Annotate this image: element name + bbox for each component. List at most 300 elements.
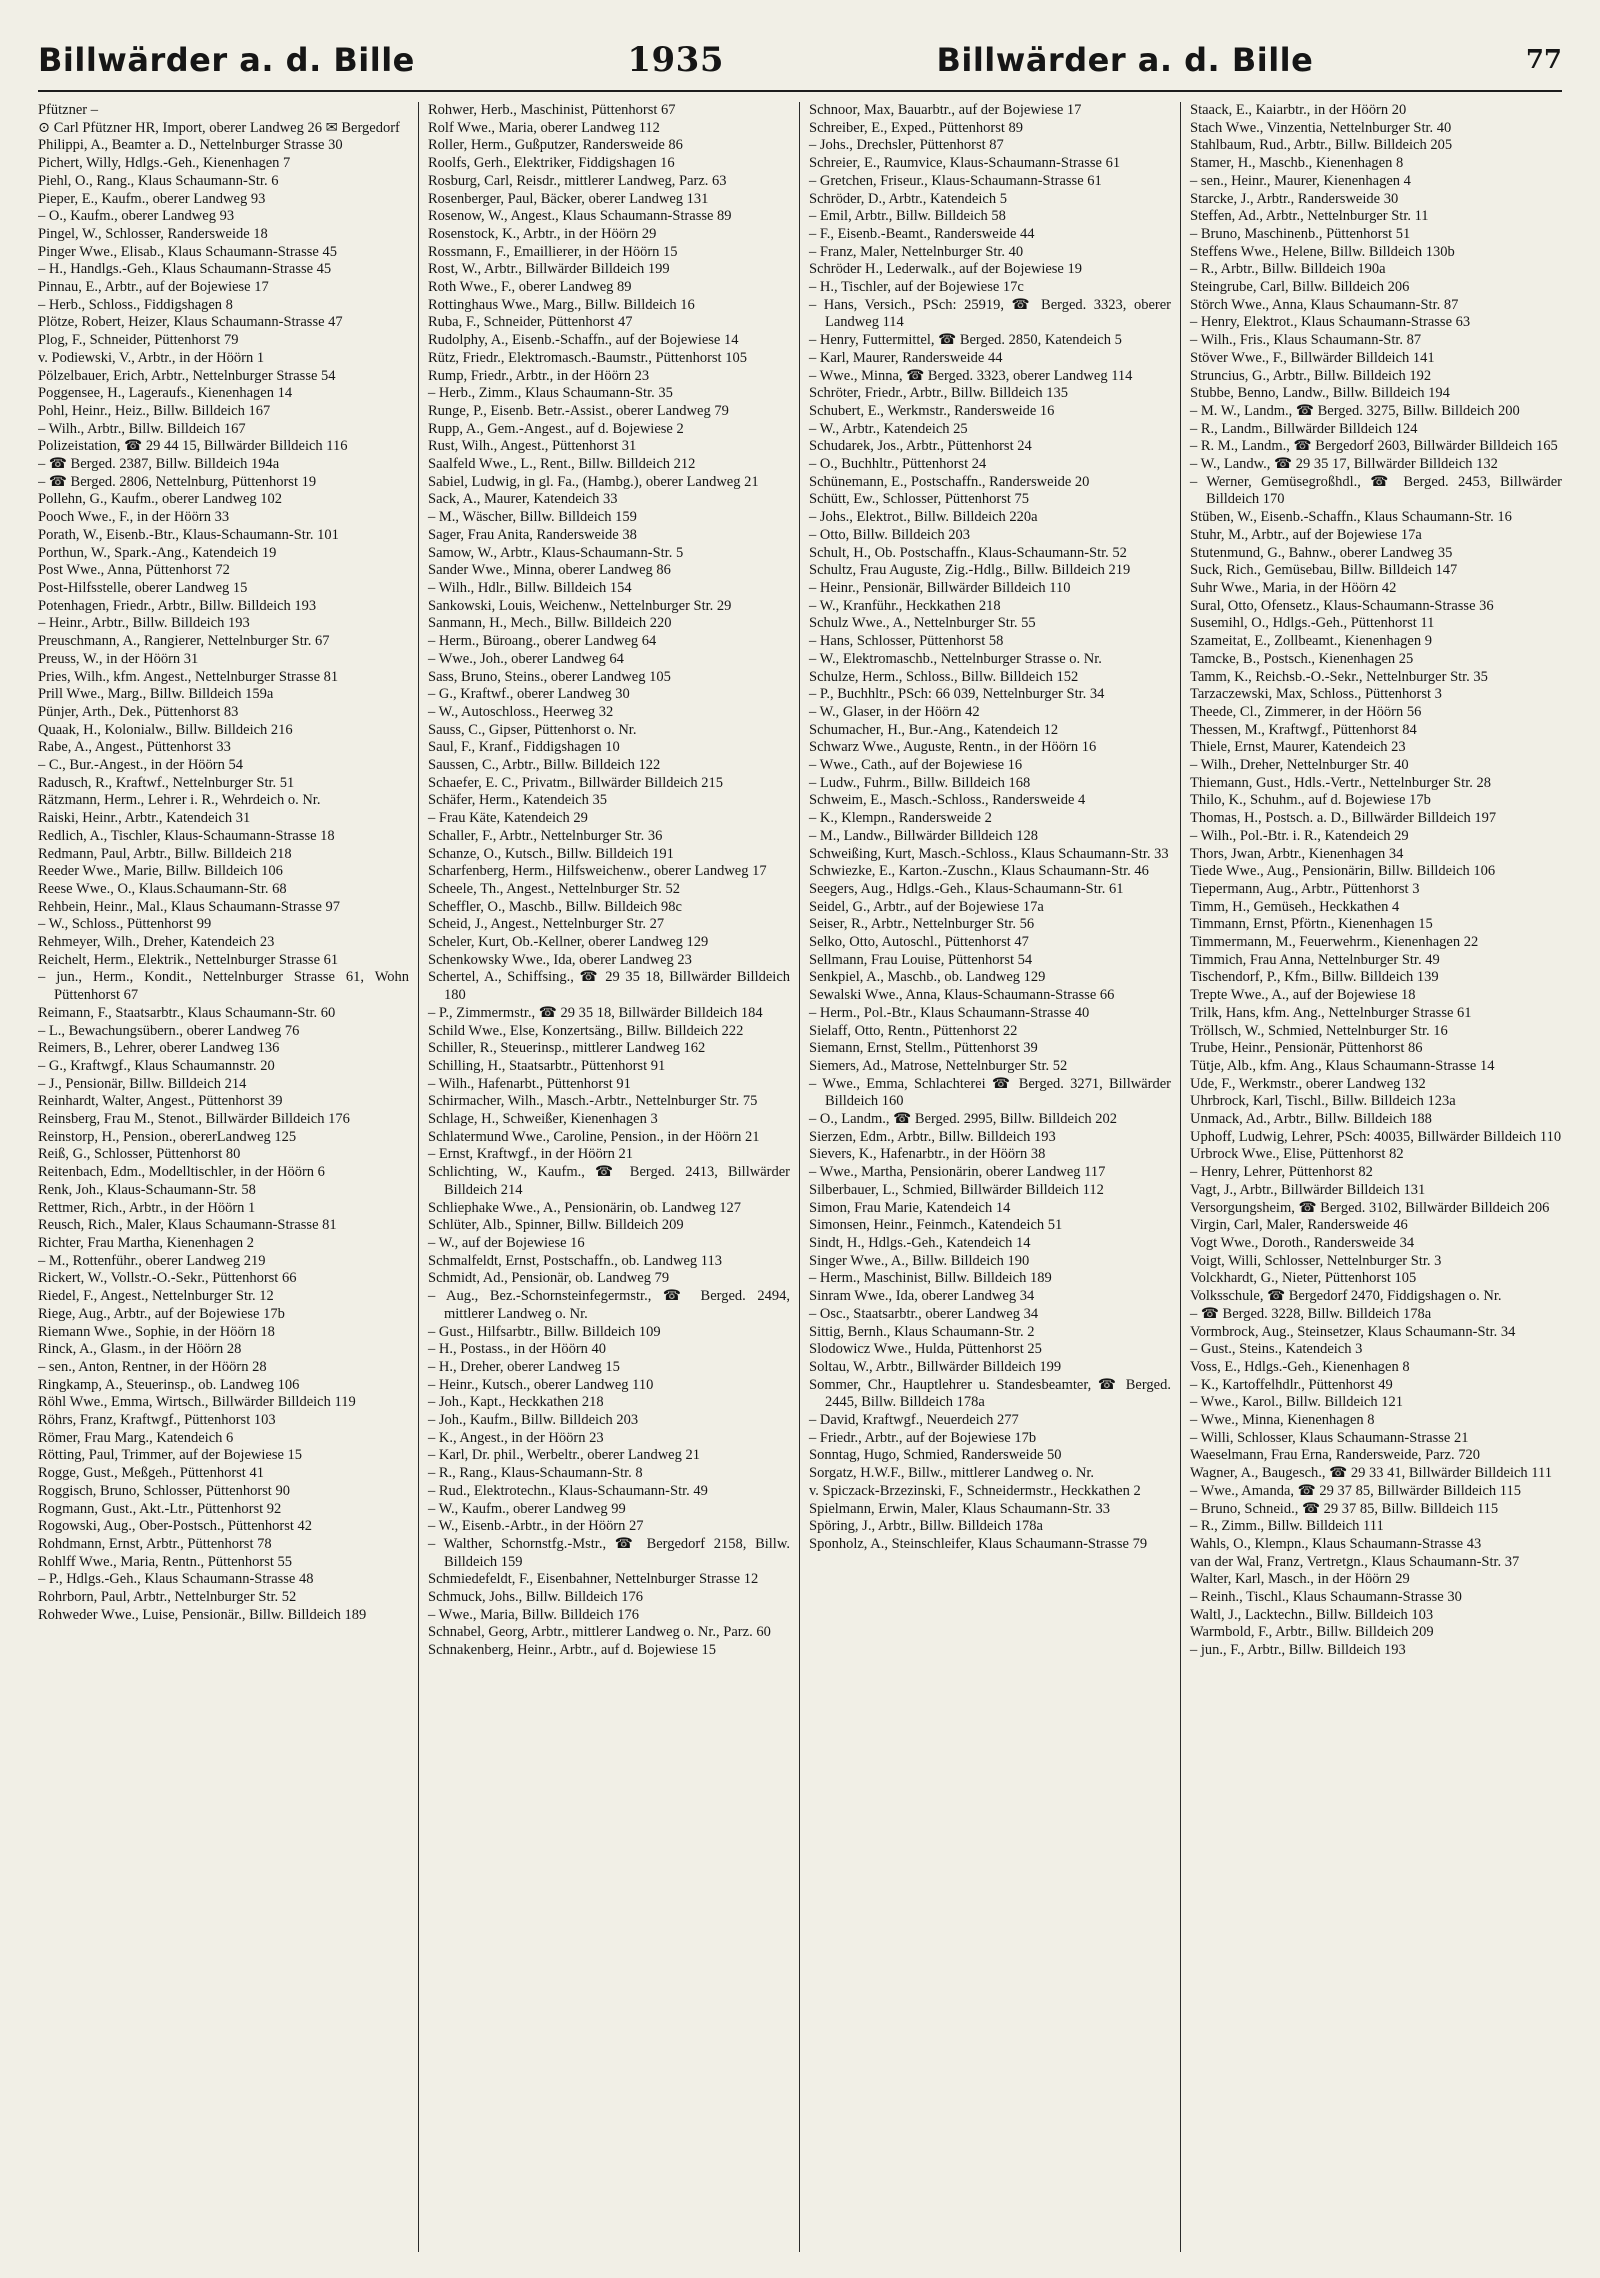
directory-entry: Schröder, D., Arbtr., Katendeich 5 xyxy=(809,190,1007,207)
directory-entry: Schünemann, E., Postschaffn., Randersweide 20 xyxy=(809,473,1090,490)
directory-entry: – K., Angest., in der Höörn 23 xyxy=(428,1429,604,1446)
directory-entry: – sen., Anton, Rentner, in der Höörn 28 xyxy=(38,1358,267,1375)
directory-entry: Schlatermund Wwe., Caroline, Pension., in der Höörn 21 xyxy=(428,1128,760,1145)
directory-entry: Reimann, F., Staatsarbtr., Klaus Schaumann-Str. 60 xyxy=(38,1004,336,1021)
directory-entry: – Wilh., Arbtr., Billw. Billdeich 167 xyxy=(38,420,246,437)
directory-entry: Scheele, Th., Angest., Nettelnburger Str. 52 xyxy=(428,880,680,897)
directory-entry: Preuss, W., in der Höörn 31 xyxy=(38,650,199,667)
directory-entry: Schreier, E., Raumvice, Klaus-Schaumann-Strasse 61 xyxy=(809,155,1121,172)
directory-entry: Polizeistation, ☎ 29 44 15, Billwärder Billdeich 116 xyxy=(38,438,348,455)
directory-entry: Stamer, H., Maschb., Kienenhagen 8 xyxy=(1190,155,1404,172)
directory-entry: Porath, W., Eisenb.-Btr., Klaus-Schaumann-Str. 101 xyxy=(38,526,339,543)
directory-entry: Rehbein, Heinr., Mal., Klaus Schaumann-Strasse 97 xyxy=(38,898,341,915)
directory-entry: – Reinh., Tischl., Klaus Schaumann-Strasse 30 xyxy=(1190,1589,1462,1606)
directory-entry: Sass, Bruno, Steins., oberer Landweg 105 xyxy=(428,668,671,685)
directory-entry: Virgin, Carl, Maler, Randersweide 46 xyxy=(1190,1217,1408,1234)
directory-entry: – Wwe., Minna, ☎ Berged. 3323, oberer Landweg 114 xyxy=(809,367,1133,384)
directory-entry: Schütt, Ew., Schlosser, Püttenhorst 75 xyxy=(809,491,1029,508)
directory-entry: Quaak, H., Kolonialw., Billw. Billdeich 216 xyxy=(38,721,293,738)
directory-entry: – Ernst, Kraftwgf., in der Höörn 21 xyxy=(428,1146,633,1163)
directory-entry: Schulze, Herm., Schloss., Billw. Billdeich 152 xyxy=(809,668,1079,685)
directory-entry: Siemers, Ad., Matrose, Nettelnburger Str. 52 xyxy=(809,1057,1068,1074)
directory-entry: Rosburg, Carl, Reisdr., mittlerer Landweg, Parz. 63 xyxy=(428,172,727,189)
directory-entry: – Werner, Gemüsegroßhdl., ☎ Berged. 2453, Billwärder Billdeich 170 xyxy=(1190,473,1562,508)
directory-entry: van der Wal, Franz, Vertretgn., Klaus Schaumann-Str. 37 xyxy=(1190,1553,1520,1570)
directory-entry: – H., Postass., in der Höörn 40 xyxy=(428,1341,607,1358)
running-title-left: Billwärder a. d. Bille xyxy=(38,41,415,79)
directory-entry: Raiski, Heinr., Arbtr., Katendeich 31 xyxy=(38,810,251,827)
directory-entry: Stuhr, M., Arbtr., auf der Bojewiese 17a xyxy=(1190,526,1422,543)
directory-entry: Schwarz Wwe., Auguste, Rentn., in der Höörn 16 xyxy=(809,739,1097,756)
directory-entry: – L., Bewachungsübern., oberer Landweg 76 xyxy=(38,1022,300,1039)
directory-entry: Preuschmann, A., Rangierer, Nettelnburger Str. 67 xyxy=(38,633,330,650)
directory-entry: Reitenbach, Edm., Modelltischler, in der Höörn 6 xyxy=(38,1164,325,1181)
directory-entry: Pollehn, G., Kaufm., oberer Landweg 102 xyxy=(38,491,283,508)
directory-entry: Sack, A., Maurer, Katendeich 33 xyxy=(428,491,618,508)
directory-entry: Steingrube, Carl, Billw. Billdeich 206 xyxy=(1190,279,1410,296)
directory-entry: Tamcke, B., Postsch., Kienenhagen 25 xyxy=(1190,650,1414,667)
directory-entry: Roggisch, Bruno, Schlosser, Püttenhorst 90 xyxy=(38,1482,290,1499)
directory-entry: Pohl, Heinr., Heiz., Billw. Billdeich 167 xyxy=(38,402,271,419)
directory-entry: – Karl, Dr. phil., Werbeltr., oberer Landweg 21 xyxy=(428,1447,700,1464)
directory-entry: – Herb., Schloss., Fiddigshagen 8 xyxy=(38,296,233,313)
directory-entry: – Johs., Elektrot., Billw. Billdeich 220a xyxy=(809,509,1038,526)
directory-entry: – Wwe., Cath., auf der Bojewiese 16 xyxy=(809,757,1023,774)
directory-entry: Renk, Joh., Klaus-Schaumann-Str. 58 xyxy=(38,1181,256,1198)
directory-column-2 xyxy=(419,102,800,2252)
directory-entry: Pinger Wwe., Elisab., Klaus Schaumann-Strasse 45 xyxy=(38,243,337,260)
directory-entry: Waeselmann, Frau Erna, Randersweide, Parz. 720 xyxy=(1190,1447,1480,1464)
directory-entry: – Johs., Drechsler, Püttenhorst 87 xyxy=(809,137,1004,154)
directory-entry: – Heinr., Arbtr., Billw. Billdeich 193 xyxy=(38,615,250,632)
directory-entry: Riemann Wwe., Sophie, in der Höörn 18 xyxy=(38,1323,275,1340)
directory-entry: Unmack, Ad., Arbtr., Billw. Billdeich 188 xyxy=(1190,1111,1432,1128)
directory-entry: Radusch, R., Kraftwf., Nettelnburger Str. 51 xyxy=(38,774,295,791)
directory-entry: Sielaff, Otto, Rentn., Püttenhorst 22 xyxy=(809,1022,1018,1039)
directory-entry: Rost, W., Arbtr., Billwärder Billdeich 199 xyxy=(428,261,670,278)
directory-entry: v. Podiewski, V., Arbtr., in der Höörn 1 xyxy=(38,349,265,366)
directory-entry: Volksschule, ☎ Bergedorf 2470, Fiddigshagen o. Nr. xyxy=(1190,1288,1502,1305)
directory-entry: Sewalski Wwe., Anna, Klaus-Schaumann-Strasse 66 xyxy=(809,987,1115,1004)
directory-entry: Schiller, R., Steuerinsp., mittlerer Landweg 162 xyxy=(428,1040,706,1057)
running-title-right: Billwärder a. d. Bille xyxy=(936,41,1314,79)
directory-entry: Schnoor, Max, Bauarbtr., auf der Bojewiese 17 xyxy=(809,102,1082,118)
directory-entry: Thilo, K., Schuhm., auf d. Bojewiese 17b xyxy=(1190,792,1431,809)
directory-entry: Sommer, Chr., Hauptlehrer u. Standesbeamter, ☎ Berged. 2445, Billw. Billdeich 178a xyxy=(809,1376,1171,1411)
directory-entry: Uhrbrock, Karl, Tischl., Billw. Billdeich 123a xyxy=(1190,1093,1456,1110)
directory-entry: Spielmann, Erwin, Maler, Klaus Schaumann-Str. 33 xyxy=(809,1500,1111,1517)
directory-entry: Prill Wwe., Marg., Billw. Billdeich 159a xyxy=(38,686,274,703)
directory-entry: Steffen, Ad., Arbtr., Nettelnburger Str. 11 xyxy=(1190,208,1429,225)
directory-entry: – W., Eisenb.-Arbtr., in der Höörn 27 xyxy=(428,1518,644,1535)
directory-entry: Stutenmund, G., Bahnw., oberer Landweg 35 xyxy=(1190,544,1453,561)
directory-entry: Poggensee, H., Lageraufs., Kienenhagen 14 xyxy=(38,385,293,402)
directory-entry: – Heinr., Kutsch., oberer Landweg 110 xyxy=(428,1376,654,1393)
directory-entry: ⊙ Carl Pfützner HR, Import, oberer Landweg 26 ✉ Bergedorf xyxy=(38,119,400,136)
directory-entry: Röhrs, Franz, Kraftwgf., Püttenhorst 103 xyxy=(38,1412,276,1429)
directory-entry: – ☎ Berged. 2806, Nettelnburg, Püttenhorst 19 xyxy=(38,473,317,490)
directory-entry: – Otto, Billw. Billdeich 203 xyxy=(809,526,970,543)
directory-entry: – R., Rang., Klaus-Schaumann-Str. 8 xyxy=(428,1465,643,1482)
directory-entry: Wagner, A., Baugesch., ☎ 29 33 41, Billwärder Billdeich 111 xyxy=(1190,1465,1552,1482)
directory-entry: – Wilh., Hdlr., Billw. Billdeich 154 xyxy=(428,579,632,596)
directory-entry: Steffens Wwe., Helene, Billw. Billdeich 130b xyxy=(1190,243,1455,260)
directory-entry: Scharfenberg, Herm., Hilfsweichenw., oberer Landweg 17 xyxy=(428,863,767,880)
directory-entry: – Walther, Schornstfg.-Mstr., ☎ Bergedorf 2158, Billw. Billdeich 159 xyxy=(428,1535,790,1570)
directory-entry: Rabe, A., Angest., Püttenhorst 33 xyxy=(38,739,231,756)
directory-entry: Seidel, G., Arbtr., auf der Bojewiese 17a xyxy=(809,898,1044,915)
directory-entry: Tröllsch, W., Schmied, Nettelnburger Str. 16 xyxy=(1190,1022,1448,1039)
directory-entry: Rottinghaus Wwe., Marg., Billw. Billdeich 16 xyxy=(428,296,695,313)
directory-entry: – Heinr., Pensionär, Billwärder Billdeich 110 xyxy=(809,579,1071,596)
directory-entry: Schmalfeldt, Ernst, Postschaffn., ob. Landweg 113 xyxy=(428,1252,722,1269)
directory-entry: Struncius, G., Arbtr., Billw. Billdeich 192 xyxy=(1190,367,1432,384)
directory-entry: – R., Arbtr., Billw. Billdeich 190a xyxy=(1190,261,1386,278)
directory-entry: Vormbrock, Aug., Steinsetzer, Klaus Schaumann-Str. 34 xyxy=(1190,1323,1516,1340)
directory-entry: – O., Kaufm., oberer Landweg 93 xyxy=(38,208,235,225)
directory-entry: – W., auf der Bojewiese 16 xyxy=(428,1235,585,1251)
directory-entry: – Willi, Schlosser, Klaus Schaumann-Strasse 21 xyxy=(1190,1429,1469,1446)
directory-entry: Reeder Wwe., Marie, Billw. Billdeich 106 xyxy=(38,863,283,880)
directory-entry: Pieper, E., Kaufm., oberer Landweg 93 xyxy=(38,190,266,207)
directory-entry: Philippi, A., Beamter a. D., Nettelnburger Strasse 30 xyxy=(38,137,343,154)
directory-entry: – W., Kranführ., Heckkathen 218 xyxy=(809,597,1001,614)
directory-entry: Sural, Otto, Ofensetz., Klaus-Schaumann-Strasse 36 xyxy=(1190,597,1494,614)
directory-entry: Sander Wwe., Minna, oberer Landweg 86 xyxy=(428,562,671,579)
directory-entry: Rogowski, Aug., Ober-Postsch., Püttenhorst 42 xyxy=(38,1518,313,1535)
directory-entry: Sittig, Bernh., Klaus Schaumann-Str. 2 xyxy=(809,1323,1035,1340)
directory-entry: Rohrborn, Paul, Arbtr., Nettelnburger Str. 52 xyxy=(38,1589,297,1606)
directory-entry: Tütje, Alb., kfm. Ang., Klaus Schaumann-Strasse 14 xyxy=(1190,1057,1495,1074)
directory-entry: Schröter, Friedr., Arbtr., Billw. Billdeich 135 xyxy=(809,385,1069,402)
directory-entry: Rolf Wwe., Maria, oberer Landweg 112 xyxy=(428,119,660,136)
directory-entry: Tamm, K., Reichsb.-O.-Sekr., Nettelnburger Str. 35 xyxy=(1190,668,1488,685)
directory-entry: Sanmann, H., Mech., Billw. Billdeich 220 xyxy=(428,615,672,632)
directory-entry: Pölzelbauer, Erich, Arbtr., Nettelnburger Strasse 54 xyxy=(38,367,336,384)
directory-entry: – Gust., Hilfsarbtr., Billw. Billdeich 109 xyxy=(428,1323,661,1340)
directory-entry: Schweißing, Kurt, Masch.-Schloss., Klaus Schaumann-Str. 33 xyxy=(809,845,1169,862)
directory-entry: Thiele, Ernst, Maurer, Katendeich 23 xyxy=(1190,739,1406,756)
directory-entry: – Herm., Pol.-Btr., Klaus Schaumann-Strasse 40 xyxy=(809,1004,1090,1021)
directory-entry: – Henry, Futtermittel, ☎ Berged. 2850, Katendeich 5 xyxy=(809,332,1122,349)
directory-entry: Potenhagen, Friedr., Arbtr., Billw. Billdeich 193 xyxy=(38,597,317,614)
directory-entry: Siemann, Ernst, Stellm., Püttenhorst 39 xyxy=(809,1040,1038,1057)
directory-entry: – Henry, Elektrot., Klaus Schaumann-Strasse 63 xyxy=(1190,314,1471,331)
page-number: 77 xyxy=(1525,45,1562,75)
directory-entry: – jun., F., Arbtr., Billw. Billdeich 193 xyxy=(1190,1642,1406,1659)
directory-entry: Schröder H., Lederwalk., auf der Bojewiese 19 xyxy=(809,261,1082,278)
directory-entry: Schmidt, Ad., Pensionär, ob. Landweg 79 xyxy=(428,1270,670,1287)
directory-entry: – Wwe., Amanda, ☎ 29 37 85, Billwärder Billdeich 115 xyxy=(1190,1482,1521,1499)
directory-entry: Trube, Heinr., Pensionär, Püttenhorst 86 xyxy=(1190,1040,1423,1057)
directory-entry: – W., Autoschloss., Heerweg 32 xyxy=(428,703,614,720)
directory-entry: Roolfs, Gerh., Elektriker, Fiddigshagen 16 xyxy=(428,155,675,172)
directory-entry: Schild Wwe., Else, Konzertsäng., Billw. Billdeich 222 xyxy=(428,1022,744,1039)
directory-entry: Pichert, Willy, Hdlgs.-Geh., Kienenhagen 7 xyxy=(38,155,291,172)
directory-entry: Porthun, W., Spark.-Ang., Katendeich 19 xyxy=(38,544,277,561)
directory-entry: Rohweder Wwe., Luise, Pensionär., Billw. Billdeich 189 xyxy=(38,1606,367,1623)
directory-entry: Suhr Wwe., Maria, in der Höörn 42 xyxy=(1190,579,1397,596)
directory-entry: Schliephake Wwe., A., Pensionärin, ob. Landweg 127 xyxy=(428,1199,742,1216)
directory-entry: Sager, Frau Anita, Randersweide 38 xyxy=(428,526,637,543)
directory-entry: – Hans, Versich., PSch: 25919, ☎ Berged. 3323, oberer Landweg 114 xyxy=(809,296,1171,331)
directory-entry: – Herm., Maschinist, Billw. Billdeich 189 xyxy=(809,1270,1052,1287)
directory-entry: Susemihl, O., Hdlgs.-Geh., Püttenhorst 11 xyxy=(1190,615,1435,632)
directory-entry: – J., Pensionär, Billw. Billdeich 214 xyxy=(38,1075,247,1092)
directory-entry: Rohdmann, Ernst, Arbtr., Püttenhorst 78 xyxy=(38,1535,272,1552)
directory-entry: – ☎ Berged. 2387, Billw. Billdeich 194a xyxy=(38,456,280,473)
directory-entry: Schumacher, H., Bur.-Ang., Katendeich 12 xyxy=(809,721,1059,738)
directory-entry: Versorgungsheim, ☎ Berged. 3102, Billwärder Billdeich 206 xyxy=(1190,1199,1550,1216)
directory-entry: Pünjer, Arth., Dek., Püttenhorst 83 xyxy=(38,703,239,720)
directory-entry: Samow, W., Arbtr., Klaus-Schaumann-Str. 5 xyxy=(428,544,684,561)
directory-entry: Volckhardt, G., Nieter, Püttenhorst 105 xyxy=(1190,1270,1417,1287)
directory-entry: Reese Wwe., O., Klaus.Schaumann-Str. 68 xyxy=(38,880,287,897)
directory-entry: Schnabel, Georg, Arbtr., mittlerer Landweg o. Nr., Parz. 60 xyxy=(428,1624,771,1641)
directory-entry: Schulz Wwe., A., Nettelnburger Str. 55 xyxy=(809,615,1036,632)
directory-entry: Waltl, J., Lacktechn., Billw. Billdeich 103 xyxy=(1190,1606,1434,1623)
directory-entry: Theede, Cl., Zimmerer, in der Höörn 56 xyxy=(1190,703,1422,720)
directory-entry: – W., Landw., ☎ 29 35 17, Billwärder Billdeich 132 xyxy=(1190,456,1498,473)
directory-entry: Suck, Rich., Gemüsebau, Billw. Billdeich 147 xyxy=(1190,562,1458,579)
directory-entry: Riedel, F., Angest., Nettelnburger Str. 12 xyxy=(38,1288,274,1305)
directory-entry: – Wilh., Dreher, Nettelnburger Str. 40 xyxy=(1190,757,1409,774)
directory-entry: – Emil, Arbtr., Billw. Billdeich 58 xyxy=(809,208,1006,225)
directory-entry: Rogge, Gust., Meßgeh., Püttenhorst 41 xyxy=(38,1465,264,1482)
directory-entry: – W., Arbtr., Katendeich 25 xyxy=(809,420,968,437)
directory-entry: Post-Hilfsstelle, oberer Landweg 15 xyxy=(38,579,248,596)
directory-entry: Schwiezke, E., Karton.-Zuschn., Klaus Schaumann-Str. 46 xyxy=(809,863,1149,880)
directory-entry: – R., Zimm., Billw. Billdeich 111 xyxy=(1190,1518,1384,1535)
directory-entry: Reinsberg, Frau M., Stenot., Billwärder Billdeich 176 xyxy=(38,1111,350,1128)
directory-entry: – W., Glaser, in der Höörn 42 xyxy=(809,703,980,720)
directory-entry: Röhl Wwe., Emma, Wirtsch., Billwärder Billdeich 119 xyxy=(38,1394,356,1411)
directory-entry: – Wilh., Hafenarbt., Püttenhorst 91 xyxy=(428,1075,631,1092)
directory-entry: Schirmacher, Wilh., Masch.-Arbtr., Nettelnburger Str. 75 xyxy=(428,1093,758,1110)
directory-entry: – Wwe., Martha, Pensionärin, oberer Landweg 117 xyxy=(809,1164,1106,1181)
directory-entry: Rosenstock, K., Arbtr., in der Höörn 29 xyxy=(428,225,657,242)
directory-entry: Szameitat, E., Zollbeamt., Kienenhagen 9 xyxy=(1190,633,1432,650)
directory-entry: Rohwer, Herb., Maschinist, Püttenhorst 67 xyxy=(428,102,676,118)
directory-entry: Scheler, Kurt, Ob.-Kellner, oberer Landweg 129 xyxy=(428,934,709,951)
directory-entry: Sinram Wwe., Ida, oberer Landweg 34 xyxy=(809,1288,1035,1305)
directory-entry: Walter, Karl, Masch., in der Höörn 29 xyxy=(1190,1571,1410,1588)
directory-entry: – Rud., Elektrotechn., Klaus-Schaumann-Str. 49 xyxy=(428,1482,708,1499)
directory-entry: – Joh., Kapt., Heckkathen 218 xyxy=(428,1394,604,1411)
directory-entry: Uphoff, Ludwig, Lehrer, PSch: 40035, Billwärder Billdeich 110 xyxy=(1190,1128,1562,1145)
directory-entry: Stach Wwe., Vinzentia, Nettelnburger Str. 40 xyxy=(1190,119,1452,136)
directory-entry: – W., Kaufm., oberer Landweg 99 xyxy=(428,1500,626,1517)
directory-entry: Scheid, J., Angest., Nettelnburger Str. 27 xyxy=(428,916,665,933)
directory-entry: – Karl, Maurer, Randersweide 44 xyxy=(809,349,1003,366)
directory-entry: Simonsen, Heinr., Feinmch., Katendeich 51 xyxy=(809,1217,1063,1234)
directory-entry: Schertel, A., Schiffsing., ☎ 29 35 18, Billwärder Billdeich 180 xyxy=(428,969,790,1004)
directory-entry: – F., Eisenb.-Beamt., Randersweide 44 xyxy=(809,225,1035,242)
directory-entry: Schlage, H., Schweißer, Kienenhagen 3 xyxy=(428,1111,658,1128)
directory-entry: Spöring, J., Arbtr., Billw. Billdeich 178a xyxy=(809,1518,1043,1535)
directory-entry: – sen., Heinr., Maurer, Kienenhagen 4 xyxy=(1190,172,1411,189)
directory-entry: – H., Dreher, oberer Landweg 15 xyxy=(428,1358,620,1375)
directory-entry: Tischendorf, P., Kfm., Billw. Billdeich 139 xyxy=(1190,969,1439,986)
directory-entry: Timmich, Frau Anna, Nettelnburger Str. 49 xyxy=(1190,951,1440,968)
directory-entry: Schenkowsky Wwe., Ida, oberer Landweg 23 xyxy=(428,951,692,968)
directory-entry: Redlich, A., Tischler, Klaus-Schaumann-Strasse 18 xyxy=(38,827,335,844)
directory-entry: Sonntag, Hugo, Schmied, Randersweide 50 xyxy=(809,1447,1062,1464)
directory-entry: v. Spiczack-Brzezinski, F., Schneidermstr., Heckkathen 2 xyxy=(809,1482,1141,1499)
directory-entry: Tiede Wwe., Aug., Pensionärin, Billw. Billdeich 106 xyxy=(1190,863,1496,880)
directory-entry: Schreiber, E., Exped., Püttenhorst 89 xyxy=(809,119,1024,136)
directory-entry: – W., Elektromaschb., Nettelnburger Strasse o. Nr. xyxy=(809,650,1102,667)
directory-entry: Schaefer, E. C., Privatm., Billwärder Billdeich 215 xyxy=(428,774,723,791)
directory-entry: – Herm., Büroang., oberer Landweg 64 xyxy=(428,633,657,650)
directory-column-1 xyxy=(38,102,419,2252)
directory-entry: Vagt, J., Arbtr., Billwärder Billdeich 131 xyxy=(1190,1181,1426,1198)
directory-entry: Silberbauer, L., Schmied, Billwärder Billdeich 112 xyxy=(809,1181,1104,1198)
directory-entry: – Wwe., Joh., oberer Landweg 64 xyxy=(428,650,624,667)
directory-entry: – M., Wäscher, Billw. Billdeich 159 xyxy=(428,509,637,526)
directory-entry: – R., Landm., Billwärder Billdeich 124 xyxy=(1190,420,1418,437)
directory-entry: Simon, Frau Marie, Katendeich 14 xyxy=(809,1199,1011,1216)
directory-entry: Warmbold, F., Arbtr., Billw. Billdeich 209 xyxy=(1190,1624,1434,1641)
directory-entry: – C., Bur.-Angest., in der Höörn 54 xyxy=(38,757,243,774)
directory-entry: Timm, H., Gemüseh., Heckkathen 4 xyxy=(1190,898,1400,915)
directory-entry: Roth Wwe., F., oberer Landweg 89 xyxy=(428,279,632,296)
directory-entry: Römer, Frau Marg., Katendeich 6 xyxy=(38,1429,234,1446)
directory-entry: Schmiedefeldt, F., Eisenbahner, Nettelnburger Strasse 12 xyxy=(428,1571,759,1588)
directory-entry: Schlüter, Alb., Spinner, Billw. Billdeich 209 xyxy=(428,1217,684,1234)
directory-entry: Plog, F., Schneider, Püttenhorst 79 xyxy=(38,332,239,349)
directory-entry: Riege, Aug., Arbtr., auf der Bojewiese 17b xyxy=(38,1305,285,1322)
directory-entry: Pries, Wilh., kfm. Angest., Nettelnburger Strasse 81 xyxy=(38,668,339,685)
directory-column-4 xyxy=(1181,102,1562,2252)
directory-entry: Thors, Jwan, Arbtr., Kienenhagen 34 xyxy=(1190,845,1404,862)
directory-entry: – Wilh., Fris., Klaus Schaumann-Str. 87 xyxy=(1190,332,1422,349)
directory-entry: – O., Buchhltr., Püttenhorst 24 xyxy=(809,456,987,473)
directory-entry: Rosenberger, Paul, Bäcker, oberer Landweg 131 xyxy=(428,190,709,207)
directory-entry: Voss, E., Hdlgs.-Geh., Kienenhagen 8 xyxy=(1190,1358,1410,1375)
directory-entry: – Osc., Staatsarbtr., oberer Landweg 34 xyxy=(809,1305,1039,1322)
directory-entry: – Aug., Bez.-Schornsteinfegermstr., ☎ Berged. 2494, mittlerer Landweg o. Nr. xyxy=(428,1288,790,1322)
directory-entry: – P., Buchhltr., PSch: 66 039, Nettelnburger Str. 34 xyxy=(809,686,1105,703)
directory-entry: Schmuck, Johs., Billw. Billdeich 176 xyxy=(428,1589,643,1606)
directory-entry: Thessen, M., Kraftwgf., Püttenhorst 84 xyxy=(1190,721,1417,738)
directory-entry: Seiser, R., Arbtr., Nettelnburger Str. 56 xyxy=(809,916,1035,933)
directory-entry: – K., Kartoffelhdlr., Püttenhorst 49 xyxy=(1190,1376,1393,1393)
directory-entry: Rudolphy, A., Eisenb.-Schaffn., auf der Bojewiese 14 xyxy=(428,332,739,349)
directory-entry: Rütz, Friedr., Elektromasch.-Baumstr., Püttenhorst 105 xyxy=(428,349,747,366)
directory-entry: Tiepermann, Aug., Arbtr., Püttenhorst 3 xyxy=(1190,880,1420,897)
directory-entry: Timmermann, M., Feuerwehrm., Kienenhagen 22 xyxy=(1190,934,1479,951)
directory-entry: – M. W., Landm., ☎ Berged. 3275, Billw. Billdeich 200 xyxy=(1190,402,1520,419)
directory-entry: Schultz, Frau Auguste, Zig.-Hdlg., Billw. Billdeich 219 xyxy=(809,562,1131,579)
directory-entry: Pinnau, E., Arbtr., auf der Bojewiese 17 xyxy=(38,279,269,296)
directory-entry: Thiemann, Gust., Hdls.-Vertr., Nettelnburger Str. 28 xyxy=(1190,774,1491,791)
directory-entry: Rohlff Wwe., Maria, Rentn., Püttenhorst 55 xyxy=(38,1553,292,1570)
directory-entry: – M., Landw., Billwärder Billdeich 128 xyxy=(809,827,1039,844)
directory-entry: – O., Landm., ☎ Berged. 2995, Billw. Billdeich 202 xyxy=(809,1111,1118,1128)
directory-entry: Ringkamp, A., Steuerinsp., ob. Landweg 106 xyxy=(38,1376,300,1393)
directory-entry: Reimers, B., Lehrer, oberer Landweg 136 xyxy=(38,1040,280,1057)
directory-entry: – Gust., Steins., Katendeich 3 xyxy=(1190,1341,1363,1358)
directory-entry: – M., Rottenführ., oberer Landweg 219 xyxy=(38,1252,266,1269)
directory-entry: Stöver Wwe., F., Billwärder Billdeich 141 xyxy=(1190,349,1435,366)
directory-entry: Ude, F., Werkmstr., oberer Landweg 132 xyxy=(1190,1075,1426,1092)
directory-entry: Seegers, Aug., Hdlgs.-Geh., Klaus-Schaumann-Str. 61 xyxy=(809,880,1124,897)
directory-entry: Sievers, K., Hafenarbtr., in der Höörn 38 xyxy=(809,1146,1046,1163)
directory-entry: Sponholz, A., Steinschleifer, Klaus Schaumann-Strasse 79 xyxy=(809,1535,1148,1552)
directory-entry: Saalfeld Wwe., L., Rent., Billw. Billdeich 212 xyxy=(428,456,696,473)
directory-entry: Rickert, W., Vollstr.-O.-Sekr., Püttenhorst 66 xyxy=(38,1270,297,1287)
directory-entry: – Hans, Schlosser, Püttenhorst 58 xyxy=(809,633,1004,650)
directory-entry: Reichelt, Herm., Elektrik., Nettelnburger Strasse 61 xyxy=(38,951,339,968)
directory-entry: – Gretchen, Friseur., Klaus-Schaumann-Strasse 61 xyxy=(809,172,1102,189)
directory-entry: Rump, Friedr., Arbtr., in der Höörn 23 xyxy=(428,367,650,384)
directory-entry: Pfützner – xyxy=(38,102,98,118)
directory-entry: – Henry, Lehrer, Püttenhorst 82 xyxy=(1190,1164,1373,1181)
directory-entry: Pingel, W., Schlosser, Randersweide 18 xyxy=(38,225,268,242)
directory-entry: – Friedr., Arbtr., auf der Bojewiese 17b xyxy=(809,1429,1037,1446)
directory-entry: – P., Hdlgs.-Geh., Klaus Schaumann-Strasse 48 xyxy=(38,1571,314,1588)
directory-entry: Trepte Wwe., A., auf der Bojewiese 18 xyxy=(1190,987,1416,1004)
directory-entry: Pooch Wwe., F., in der Höörn 33 xyxy=(38,509,230,526)
directory-entry: Timmann, Ernst, Pförtn., Kienenhagen 15 xyxy=(1190,916,1433,933)
directory-entry: Starcke, J., Arbtr., Randersweide 30 xyxy=(1190,190,1399,207)
directory-entry: Reiß, G., Schlosser, Püttenhorst 80 xyxy=(38,1146,241,1163)
directory-entry: – Wwe., Karol., Billw. Billdeich 121 xyxy=(1190,1394,1404,1411)
directory-entry: Rupp, A., Gem.-Angest., auf d. Bojewiese 2 xyxy=(428,420,684,437)
directory-entry: Trilk, Hans, kfm. Ang., Nettelnburger Strasse 61 xyxy=(1190,1004,1472,1021)
directory-entry: – Ludw., Fuhrm., Billw. Billdeich 168 xyxy=(809,774,1031,791)
directory-entry: Sindt, H., Hdlgs.-Geh., Katendeich 14 xyxy=(809,1235,1031,1251)
directory-entry: – P., Zimmermstr., ☎ 29 35 18, Billwärder Billdeich 184 xyxy=(428,1004,763,1021)
directory-entry: – Bruno, Maschinenb., Püttenhorst 51 xyxy=(1190,225,1411,242)
directory-entry: Rossmann, F., Emaillierer, in der Höörn 15 xyxy=(428,243,678,260)
directory-entry: – W., Schloss., Püttenhorst 99 xyxy=(38,916,212,933)
page-header xyxy=(38,30,1562,92)
directory-entry: Rust, Wilh., Angest., Püttenhorst 31 xyxy=(428,438,637,455)
directory-entry: Sauss, C., Gipser, Püttenhorst o. Nr. xyxy=(428,721,637,738)
directory-entry: Schnakenberg, Heinr., Arbtr., auf d. Bojewiese 15 xyxy=(428,1642,717,1659)
directory-entry: – Wwe., Minna, Kienenhagen 8 xyxy=(1190,1412,1375,1429)
directory-entry: Schudarek, Jos., Arbtr., Püttenhorst 24 xyxy=(809,438,1032,455)
directory-entry: Reinhardt, Walter, Angest., Püttenhorst 39 xyxy=(38,1093,283,1110)
directory-entry: Saul, F., Kranf., Fiddigshagen 10 xyxy=(428,739,620,756)
directory-entry: Rinck, A., Glasm., in der Höörn 28 xyxy=(38,1341,242,1358)
directory-entry: Schäfer, Herm., Katendeich 35 xyxy=(428,792,607,809)
directory-entry: Rettmer, Rich., Arbtr., in der Höörn 1 xyxy=(38,1199,256,1216)
directory-entry: Selko, Otto, Autoschl., Püttenhorst 47 xyxy=(809,934,1029,951)
directory-entry: – Joh., Kaufm., Billw. Billdeich 203 xyxy=(428,1412,639,1429)
directory-entry: Piehl, O., Rang., Klaus Schaumann-Str. 6 xyxy=(38,172,279,189)
directory-entry: Ruba, F., Schneider, Püttenhorst 47 xyxy=(428,314,633,331)
directory-entry: Rehmeyer, Wilh., Dreher, Katendeich 23 xyxy=(38,934,275,951)
directory-entry: Singer Wwe., A., Billw. Billdeich 190 xyxy=(809,1252,1030,1269)
directory-columns xyxy=(38,102,1562,2252)
directory-entry: Plötze, Robert, Heizer, Klaus Schaumann-Strasse 47 xyxy=(38,314,343,331)
directory-entry: Roller, Herm., Gußputzer, Randersweide 86 xyxy=(428,137,683,154)
directory-entry: Rötting, Paul, Trimmer, auf der Bojewiese 15 xyxy=(38,1447,303,1464)
directory-entry: – jun., Herm., Kondit., Nettelnburger Strasse 61, Wohn Püttenhorst 67 xyxy=(38,969,409,1004)
directory-entry: Sorgatz, H.W.F., Billw., mittlerer Landweg o. Nr. xyxy=(809,1465,1095,1482)
directory-entry: – Wwe., Emma, Schlachterei ☎ Berged. 3271, Billwärder Billdeich 160 xyxy=(809,1075,1171,1110)
directory-entry: Schaller, F., Arbtr., Nettelnburger Str. 36 xyxy=(428,827,663,844)
directory-entry: Vogt Wwe., Doroth., Randersweide 34 xyxy=(1190,1235,1415,1251)
directory-entry: Sellmann, Frau Louise, Püttenhorst 54 xyxy=(809,951,1033,968)
directory-entry: Saussen, C., Arbtr., Billw. Billdeich 122 xyxy=(428,757,661,774)
directory-entry: Störch Wwe., Anna, Klaus Schaumann-Str. 87 xyxy=(1190,296,1459,313)
directory-entry: Redmann, Paul, Arbtr., Billw. Billdeich 218 xyxy=(38,845,292,862)
directory-entry: – H., Tischler, auf der Bojewiese 17c xyxy=(809,279,1024,296)
